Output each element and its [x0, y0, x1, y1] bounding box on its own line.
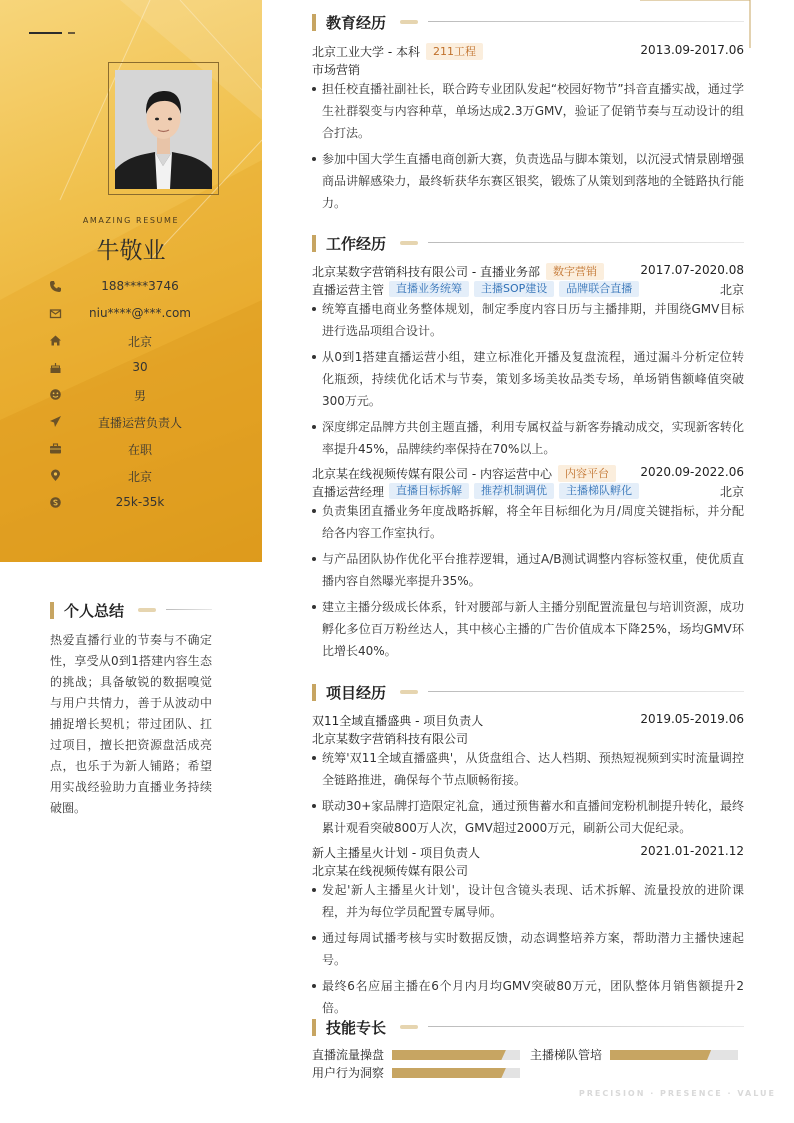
info-status: [0, 439, 262, 459]
project-entry: [312, 711, 744, 729]
heading-pill: [138, 608, 156, 612]
project-bullet: 联动30+家品牌打造限定礼盒，通过预售蓄水和直播间宠粉机制提升转化，最终累计观看突破800万人次，GMV超过2000万元，刷新公司大促纪录。: [312, 795, 744, 839]
heading-line: [428, 242, 744, 243]
info-age: [0, 358, 262, 378]
skill-tag: 直播业务统筹: [389, 281, 469, 297]
job-role: 直播运营经理: [312, 485, 385, 499]
heading-line: [428, 691, 744, 692]
job-bullet: 深度绑定品牌方共创主题直播，利用专属权益与新客券撬动成交，实现新客转化率提升45%，品牌续约率保持在70%以上。: [312, 416, 744, 460]
job-date: 2020.09-2022.06: [640, 465, 744, 479]
skill-track: [392, 1050, 520, 1060]
info-value: 25k-35k: [115, 495, 165, 509]
info-email: [0, 304, 262, 324]
work-heading: [312, 233, 744, 253]
job-entry: [312, 464, 744, 482]
section-title: 个人总结: [64, 602, 125, 620]
heading-pill: [400, 690, 418, 694]
summary-heading: [50, 600, 212, 620]
section-title: 工作经历: [326, 235, 387, 253]
skill-track: [392, 1068, 520, 1078]
heading-accent: [312, 235, 316, 252]
info-value: 在职: [127, 443, 152, 457]
job-bullet: 从0到1搭建直播运营小组，建立标准化开播及复盘流程，通过漏斗分析定位转化瓶颈，持续优化话术与节奏，策划多场美妆品类专场，单场销售额峰值突破300万元。: [312, 346, 744, 412]
info-value: niu****@***.com: [89, 306, 191, 320]
skill-tag: 主播SOP建设: [474, 281, 554, 297]
info-phone: [0, 277, 262, 297]
school-name: 北京工业大学 - 本科: [312, 45, 420, 59]
person-name: 牛敬业: [96, 238, 166, 264]
education-entry: [312, 42, 744, 60]
job-role-row: [312, 280, 744, 298]
summary-text: 热爱直播行业的节奏与不确定性，享受从0到1搭建内容生态的挑战；具备敏锐的数据嗅觉与用户共情力，善于从波动中捕捉增长契机；带过团队、扛过项目，擅长把资源盘活成亮点，也乐于为新人铺路；希望用实战经验助力直播业务持续破圈。: [50, 633, 212, 815]
project-bullet: 发起'新人主播星火计划'，设计包含镜头表现、话术拆解、流量投放的进阶课程，并为每位学员配置专属导师。: [312, 879, 744, 923]
heading-pill: [400, 241, 418, 245]
resume-tagline: AMAZING RESUME: [82, 216, 180, 225]
skill-fill: [610, 1050, 711, 1060]
info-value: 30: [132, 360, 148, 374]
info-location: [0, 466, 262, 486]
project-org-row: [312, 729, 744, 747]
project-bullet: 通过每周试播考核与实时数据反馈，动态调整培养方案，帮助潜力主播快速起号。: [312, 927, 744, 971]
education-bullet: 担任校直播社副社长，联合跨专业团队发起“校园好物节”抖音直播实战，通过学生社群裂变与内容种草，单场达成2.3万GMV，验证了促销节奏与互动设计的组合打法。: [312, 78, 744, 144]
company-name: 北京某数字营销科技有限公司 - 直播业务部: [312, 265, 540, 279]
project-bullet: 统筹'双11全域直播盛典'，从货盘组合、达人档期、预热短视频到实时流量调控全链路推进，确保每个节点顺畅衔接。: [312, 747, 744, 791]
job-bullet: 负责集团直播业务年度战略拆解，将全年目标细化为月/周度关键指标，并分配给各内容工作室执行。: [312, 500, 744, 544]
skill-tag: 直播目标拆解: [389, 483, 469, 499]
section-title: 技能专长: [326, 1019, 387, 1037]
skill-item: [530, 1046, 738, 1062]
skill-label: 直播流量操盘: [312, 1048, 385, 1062]
projects-heading: [312, 682, 744, 702]
job-bullet: 与产品团队协作优化平台推荐逻辑，通过A/B测试调整内容标签权重，使优质直播内容自然曝光率提升35%。: [312, 548, 744, 592]
project-date: 2021.01-2021.12: [640, 844, 744, 858]
job-role-row: [312, 482, 744, 500]
major: 市场营销: [312, 63, 361, 77]
education-date: 2013.09-2017.06: [640, 43, 744, 57]
skill-tag: 品牌联合直播: [559, 281, 639, 297]
skill-item: [312, 1046, 520, 1062]
heading-line: [166, 609, 212, 610]
info-gender: [0, 385, 262, 405]
decor-dash-small: [68, 32, 75, 34]
heading-accent: [312, 14, 316, 31]
info-value: 男: [133, 389, 146, 403]
section-title: 项目经历: [326, 684, 387, 702]
footer-tagline: PRECISION · PRESENCE · VALUE: [578, 1089, 776, 1098]
job-bullet: 建立主播分级成长体系，针对腰部与新人主播分别配置流量包与培训资源，成功孵化多位百万粉丝达人，其中核心主播的广告价值成本下降25%，场均GMV环比增长40%。: [312, 596, 744, 662]
project-date: 2019.05-2019.06: [640, 712, 744, 726]
education-major-row: [312, 60, 744, 78]
project-org-row: [312, 861, 744, 879]
skill-item: [312, 1064, 520, 1080]
info-position: [0, 412, 262, 432]
job-location: 北京: [719, 283, 744, 297]
info-value: 北京: [127, 470, 152, 484]
education-bullet: 参加中国大学生直播电商创新大赛，负责选品与脚本策划，以沉浸式情景剧增强商品讲解感染力，最终斩获华东赛区银奖，锻炼了从策划到落地的全链路执行能力。: [312, 148, 744, 214]
project-name: 新人主播星火计划 - 项目负责人: [312, 846, 480, 860]
company-name: 北京某在线视频传媒有限公司 - 内容运营中心: [312, 467, 552, 481]
job-location: 北京: [719, 485, 744, 499]
education-heading: [312, 12, 744, 32]
skill-label: 用户行为洞察: [312, 1066, 385, 1080]
school-tag: 211工程: [426, 43, 483, 60]
heading-pill: [400, 1025, 418, 1029]
decor-dash: [29, 32, 62, 34]
heading-pill: [400, 20, 418, 24]
info-home: [0, 331, 262, 351]
job-date: 2017.07-2020.08: [640, 263, 744, 277]
heading-accent: [312, 684, 316, 701]
skill-track: [610, 1050, 738, 1060]
skills-heading: [312, 1017, 744, 1037]
project-name: 双11全域直播盛典 - 项目负责人: [312, 714, 484, 728]
info-value: 直播运营负责人: [97, 416, 182, 430]
job-entry: [312, 262, 744, 280]
heading-line: [428, 1026, 744, 1027]
project-org: 北京某数字营销科技有限公司: [312, 732, 469, 746]
info-salary: [0, 493, 262, 513]
project-entry: [312, 843, 744, 861]
company-tag: 内容平台: [558, 465, 616, 482]
skill-tag: 推荐机制调优: [474, 483, 554, 499]
skill-fill: [392, 1068, 506, 1078]
skill-fill: [392, 1050, 506, 1060]
job-bullet: 统筹直播电商业务整体规划，制定季度内容日历与主播排期，并围绕GMV目标进行选品项组合设计。: [312, 298, 744, 342]
heading-accent: [312, 1019, 316, 1036]
heading-accent: [50, 602, 54, 619]
heading-line: [428, 21, 744, 22]
skill-label: 主播梯队管培: [530, 1048, 603, 1062]
info-value: 188****3746: [101, 279, 179, 293]
profile-photo: [115, 70, 212, 189]
project-bullet: 最终6名应届主播在6个月内月均GMV突破80万元，团队整体月销售额提升2倍。: [312, 975, 744, 1019]
company-tag: 数字营销: [546, 263, 604, 280]
info-value: 北京: [127, 335, 152, 349]
job-role: 直播运营主管: [312, 283, 385, 297]
skill-tag: 主播梯队孵化: [559, 483, 639, 499]
section-title: 教育经历: [326, 14, 387, 32]
project-org: 北京某在线视频传媒有限公司: [312, 864, 469, 878]
